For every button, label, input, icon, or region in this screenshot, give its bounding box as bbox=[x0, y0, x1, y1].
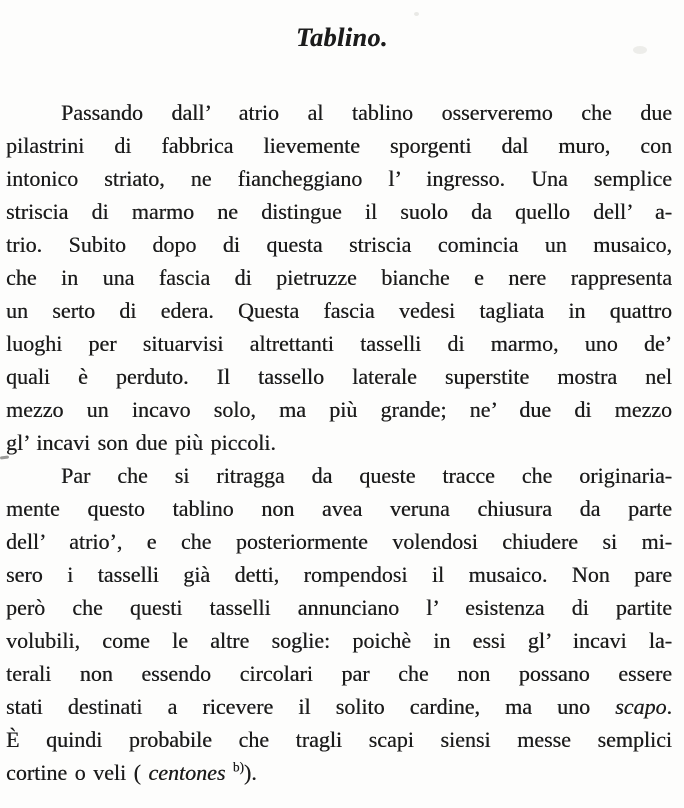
text-line bbox=[6, 393, 672, 426]
text-line bbox=[6, 756, 672, 789]
text-segment: mente questo tablino non avea veruna chiusura da parte bbox=[6, 496, 672, 521]
text-line bbox=[6, 459, 672, 492]
text-line bbox=[6, 591, 672, 624]
text-line bbox=[6, 96, 672, 129]
text-line bbox=[6, 690, 672, 723]
text-segment: un serto di edera. Questa fascia vedesi tagliata in quattro bbox=[6, 298, 672, 323]
italic-text: scapo bbox=[615, 694, 667, 719]
text-line bbox=[6, 492, 672, 525]
text-segment: ). bbox=[243, 760, 257, 785]
italic-text: centones bbox=[148, 760, 226, 785]
text-segment: È quindi probabile che tragli scapi siensi messe semplici bbox=[6, 727, 672, 752]
text-line bbox=[6, 558, 672, 591]
footnote-marker: b) bbox=[232, 759, 244, 775]
text-line bbox=[6, 228, 672, 261]
text-segment: stati destinati a ricevere il solito cardine, ma uno bbox=[6, 694, 616, 719]
text-line bbox=[6, 360, 672, 393]
text-segment: luoghi per situarvisi altrettanti tasselli di marmo, uno de’ bbox=[6, 331, 672, 356]
text-segment: però che questi tasselli annunciano l’ esistenza di partite bbox=[6, 595, 672, 620]
text-line bbox=[6, 294, 672, 327]
text-line bbox=[6, 261, 672, 294]
text-segment bbox=[225, 760, 233, 785]
text-segment: dell’ atrio’, e che posteriormente volendosi chiudere si mi- bbox=[6, 529, 672, 554]
text-line bbox=[6, 129, 672, 162]
text-line bbox=[6, 723, 672, 756]
text-line bbox=[6, 525, 672, 558]
text-line bbox=[6, 426, 672, 459]
text-segment: volubili, come le altre soglie: poichè in essi gl’ incavi la- bbox=[6, 628, 672, 653]
text-segment: trio. Subito dopo di questa striscia comincia un musaico, bbox=[6, 232, 672, 257]
text-segment: intonico striato, ne fiancheggiano l’ ingresso. Una semplice bbox=[6, 166, 672, 191]
text-line bbox=[6, 657, 672, 690]
text-segment: Passando dall’ atrio al tablino osserveremo che due bbox=[61, 100, 672, 125]
text-segment: che in una fascia di pietruzze bianche e nere rappresenta bbox=[6, 265, 672, 290]
text-segment: cortine o veli ( bbox=[6, 760, 149, 785]
text-line bbox=[6, 327, 672, 360]
scan-artifact-dot bbox=[414, 12, 419, 16]
text-segment: terali non essendo circolari par che non possano essere bbox=[6, 661, 672, 686]
text-line bbox=[6, 162, 672, 195]
text-block bbox=[6, 96, 672, 789]
text-line bbox=[6, 624, 672, 657]
text-segment: sero i tasselli già detti, rompendosi il musaico. Non pare bbox=[6, 562, 672, 587]
text-segment: . bbox=[666, 694, 672, 719]
text-segment: mezzo un incavo solo, ma più grande; ne’ due di mezzo bbox=[6, 397, 672, 422]
text-segment: gl’ incavi son due più piccoli. bbox=[6, 430, 276, 455]
text-segment: pilastrini di fabbrica lievemente sporgenti dal muro, con bbox=[6, 133, 672, 158]
text-segment: quali è perduto. Il tassello laterale superstite mostra nel bbox=[6, 364, 672, 389]
text-segment: striscia di marmo ne distingue il suolo da quello dell’ a- bbox=[6, 199, 672, 224]
page-title: Tablino. bbox=[296, 23, 388, 52]
text-segment: Par che si ritragga da queste tracce che originaria- bbox=[61, 463, 672, 488]
text-line bbox=[6, 195, 672, 228]
